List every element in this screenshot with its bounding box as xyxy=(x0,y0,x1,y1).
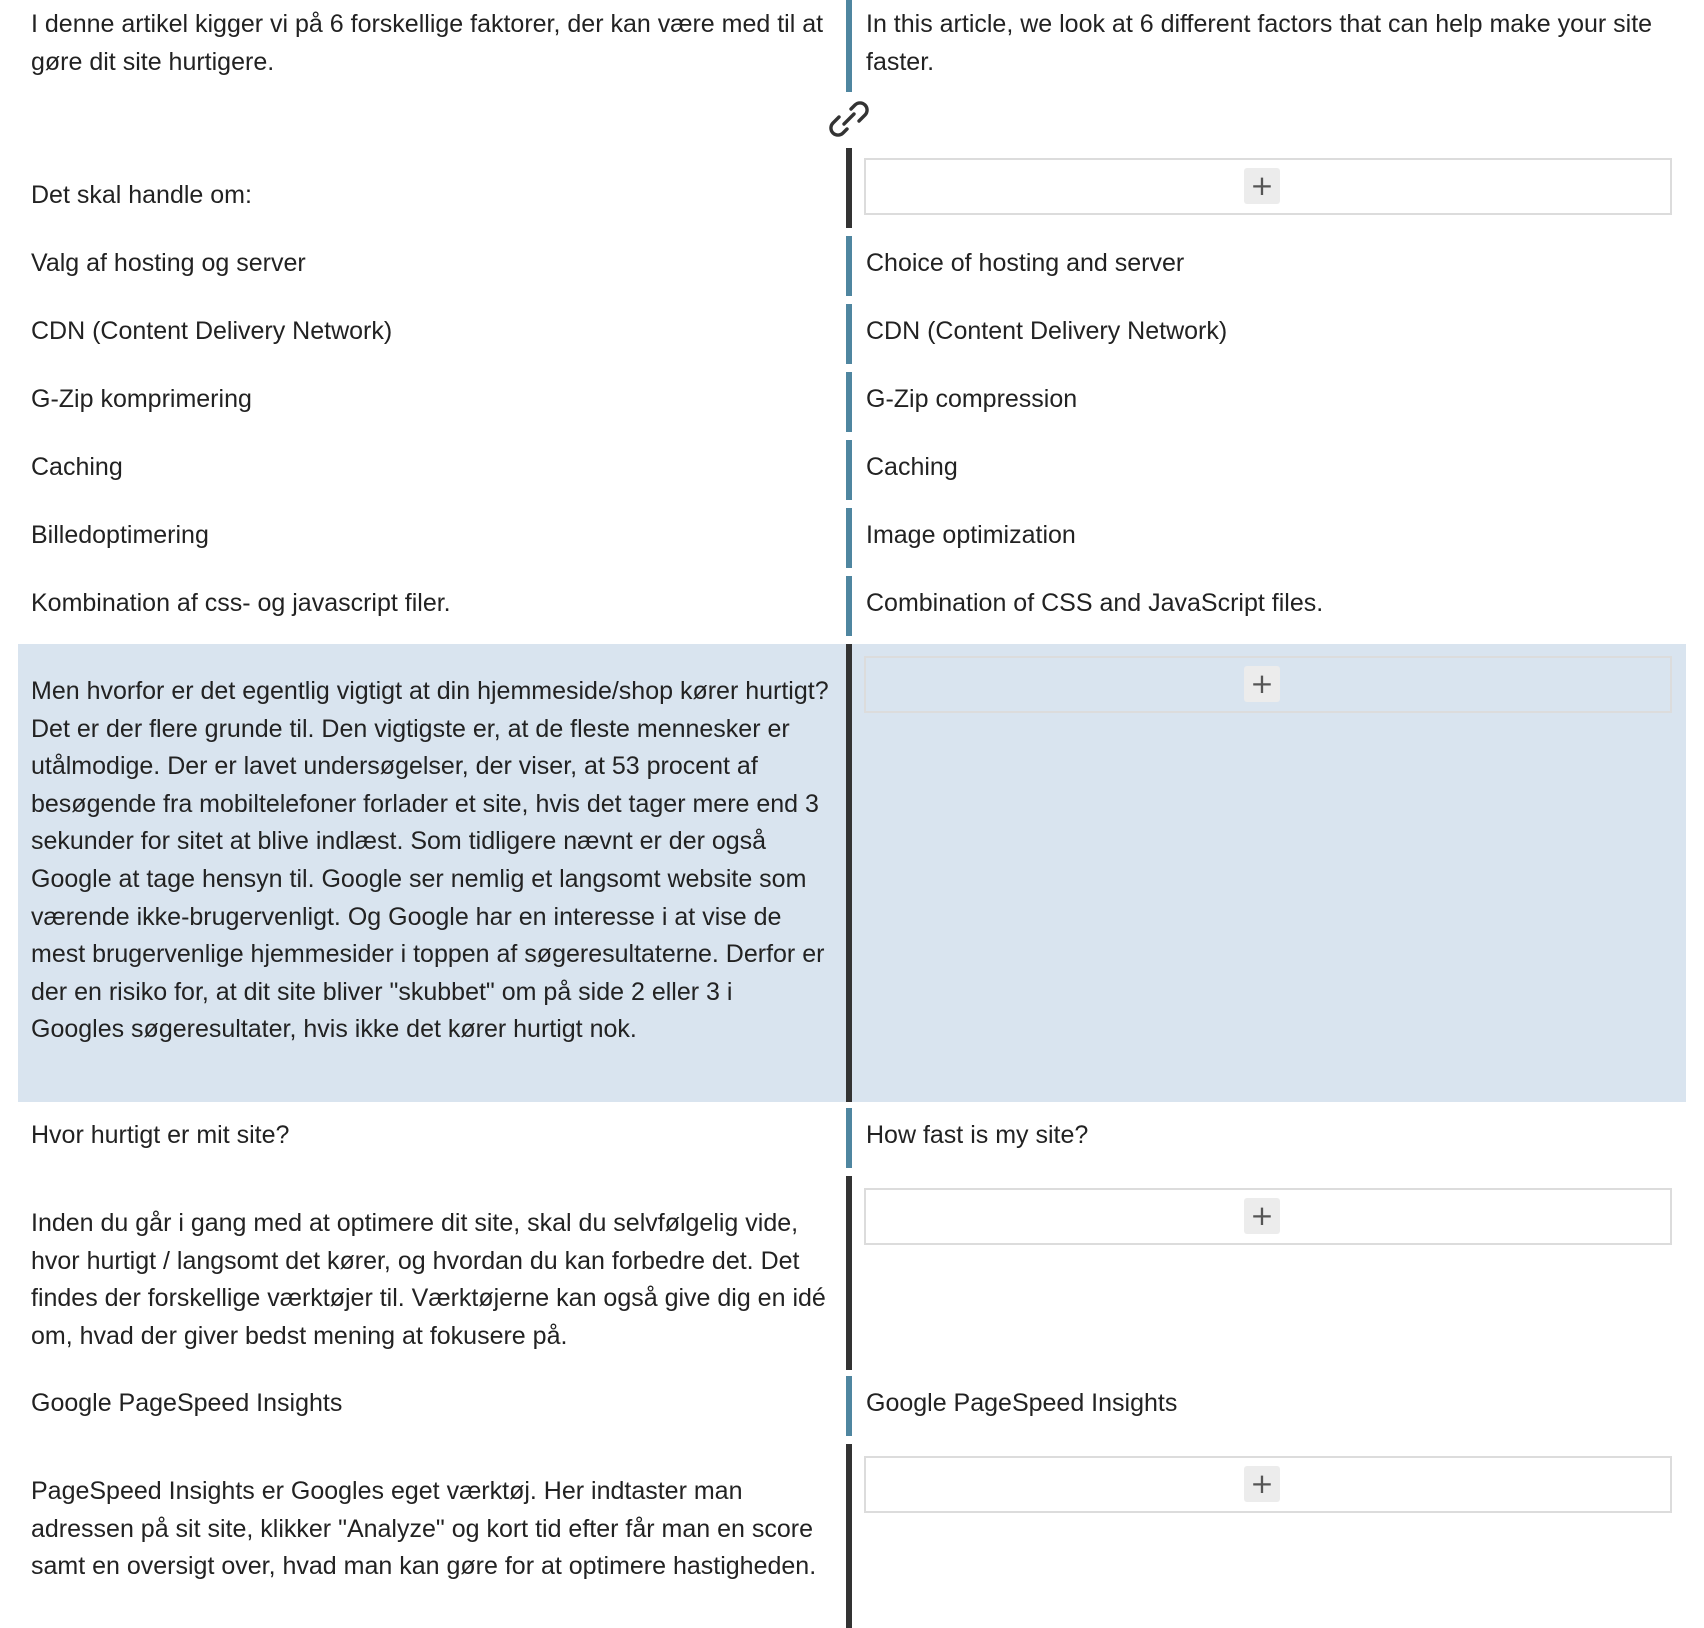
source-text: Inden du går i gang med at optimere dit site, skal du selvfølgelig vide, hvor hurtigt / langsomt det kører, og hvordan du kan forbedre det. Det findes der forskellige værktøjer til. Værktøjerne kan også give dig en idé om, hvad der giver bedst mening at fokusere på. xyxy=(31,1209,826,1350)
target-text[interactable]: Image optimization xyxy=(866,521,1076,549)
source-text: Kombination af css- og javascript filer. xyxy=(31,589,451,617)
segment-row[interactable] xyxy=(0,0,1704,92)
segment-row[interactable] xyxy=(0,576,1704,636)
target-text[interactable]: Google PageSpeed Insights xyxy=(866,1389,1178,1417)
source-text: Hvor hurtigt er mit site? xyxy=(31,1121,290,1149)
translated-status-bar xyxy=(846,1108,852,1168)
add-translation-box[interactable] xyxy=(864,656,1672,713)
plus-icon[interactable]: + xyxy=(1244,1466,1280,1502)
segment-row[interactable] xyxy=(0,1376,1704,1436)
source-text: Det skal handle om: xyxy=(31,181,252,209)
segment-row[interactable] xyxy=(0,1444,1704,1628)
untranslated-status-bar xyxy=(846,148,852,228)
source-text: Caching xyxy=(31,453,123,481)
untranslated-status-bar xyxy=(846,1444,852,1628)
translated-status-bar xyxy=(846,304,852,364)
plus-icon[interactable]: + xyxy=(1244,666,1280,702)
source-text: CDN (Content Delivery Network) xyxy=(31,317,393,345)
segment-row-active[interactable] xyxy=(0,644,1704,1102)
translated-status-bar xyxy=(846,440,852,500)
segment-row[interactable] xyxy=(0,1176,1704,1370)
translated-status-bar xyxy=(846,0,852,92)
segment-row[interactable] xyxy=(0,508,1704,568)
add-translation-box[interactable] xyxy=(864,1188,1672,1245)
segment-row[interactable] xyxy=(0,304,1704,364)
target-text[interactable]: Combination of CSS and JavaScript files. xyxy=(866,589,1324,617)
target-text[interactable]: CDN (Content Delivery Network) xyxy=(866,317,1228,345)
segment-row[interactable] xyxy=(0,1108,1704,1168)
source-text: Valg af hosting og server xyxy=(31,249,306,277)
segment-row[interactable] xyxy=(0,372,1704,432)
segment-row[interactable] xyxy=(0,440,1704,500)
untranslated-status-bar xyxy=(846,1176,852,1370)
target-text[interactable]: G-Zip compression xyxy=(866,385,1078,413)
target-text[interactable]: In this article, we look at 6 different factors that can help make your site faster. xyxy=(866,10,1653,76)
segment-row[interactable] xyxy=(0,236,1704,296)
source-text: Billedoptimering xyxy=(31,521,209,549)
target-text[interactable]: Choice of hosting and server xyxy=(866,249,1185,277)
plus-icon[interactable]: + xyxy=(1244,168,1280,204)
source-text: I denne artikel kigger vi på 6 forskellige faktorer, der kan være med til at gøre dit site hurtigere. xyxy=(31,10,824,76)
translated-status-bar xyxy=(846,1376,852,1436)
segment-row[interactable] xyxy=(0,148,1704,228)
untranslated-status-bar xyxy=(846,644,852,1102)
translated-status-bar xyxy=(846,236,852,296)
source-text: PageSpeed Insights er Googles eget værktøj. Her indtaster man adressen på sit site, klikker "Analyze" og kort tid efter får man en score samt en oversigt over, hvad man kan gøre for at optimere hastigheden. xyxy=(31,1477,817,1581)
add-translation-box[interactable] xyxy=(864,1456,1672,1513)
translated-status-bar xyxy=(846,508,852,568)
source-text: G-Zip komprimering xyxy=(31,385,252,413)
add-translation-box[interactable] xyxy=(864,158,1672,215)
target-text[interactable]: Caching xyxy=(866,453,958,481)
plus-icon[interactable]: + xyxy=(1244,1198,1280,1234)
link-icon[interactable] xyxy=(826,96,872,142)
source-text: Google PageSpeed Insights xyxy=(31,1389,343,1417)
target-text[interactable]: How fast is my site? xyxy=(866,1121,1089,1149)
translated-status-bar xyxy=(846,372,852,432)
translated-status-bar xyxy=(846,576,852,636)
source-text: Men hvorfor er det egentlig vigtigt at din hjemmeside/shop kører hurtigt? Det er der flere grunde til. Den vigtigste er, at de fleste mennesker er utålmodige. Der er lavet undersøgelser, der viser, at 53 procent af besøgende fra mobiltelefoner forlader et site, hvis det tager mere end 3 sekunder for sitet at blive indlæst. Som tidligere nævnt er der også Google at tage hensyn til. Google ser nemlig et langsomt website som værende ikke-brugervenligt. Og Google har en interesse i at vise de mest brugervenlige hjemmesider i toppen af søgeresultaterne. Derfor er der en risiko for, at dit site bliver "skubbet" om på side 2 eller 3 i Googles søgeresultater, hvis ikke det kører hurtigt nok. xyxy=(31,677,829,1044)
